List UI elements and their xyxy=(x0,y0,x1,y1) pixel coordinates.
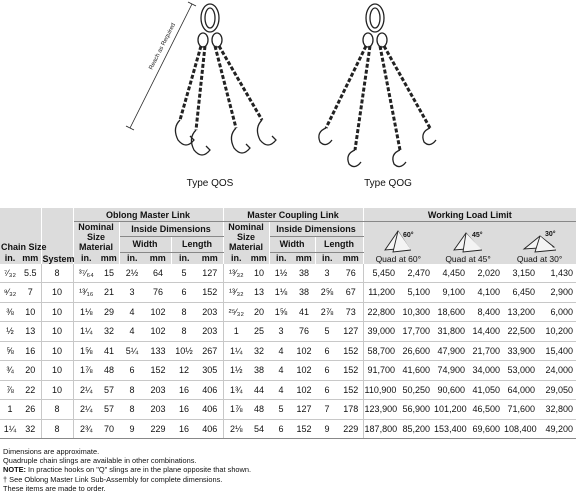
cell-coupling-material-mm: 54 xyxy=(249,419,269,439)
cell-oblong-length-mm: 267 xyxy=(197,341,223,361)
cell-chain-in: ¾ xyxy=(0,361,20,381)
unit-mm: mm xyxy=(99,252,119,264)
cell-wll-45-kg: 2,020 xyxy=(468,264,503,283)
unit-mm: mm xyxy=(249,252,269,264)
master-coupling-link-header: Master Coupling Link xyxy=(223,208,363,222)
cell-oblong-width-in: 4 xyxy=(119,322,145,342)
table-row xyxy=(0,361,576,381)
cell-wll-30-kg: 32,800 xyxy=(538,400,576,420)
table-body xyxy=(0,264,576,439)
cell-coupling-width-in: 1⅛ xyxy=(269,283,293,303)
cell-oblong-material-in: ¹³⁄₁₆ xyxy=(73,283,99,303)
cell-chain-in: 1¼ xyxy=(0,419,20,439)
quad-60-header xyxy=(363,222,433,264)
unit-in: in. xyxy=(179,253,190,263)
quad-30-header xyxy=(503,222,576,264)
cell-coupling-length-in: 2⅞ xyxy=(315,302,339,322)
cell-oblong-length-in: 12 xyxy=(171,361,197,381)
quad-30-sling-icon xyxy=(523,228,557,254)
cell-coupling-width-in: 1½ xyxy=(269,264,293,283)
cell-wll-60-kg: 10,300 xyxy=(398,302,433,322)
cell-chain-mm: 16 xyxy=(20,341,41,361)
cell-oblong-width-in: 2½ xyxy=(119,264,145,283)
table-row xyxy=(0,264,576,283)
cell-oblong-length-in: 16 xyxy=(171,400,197,420)
cell-oblong-width-in: 8 xyxy=(119,400,145,420)
unit-in: in. xyxy=(322,253,333,263)
table-row xyxy=(0,302,576,322)
cell-wll-30-kg: 24,000 xyxy=(538,361,576,381)
cell-wll-60-lb: 11,200 xyxy=(363,283,398,303)
cell-oblong-length-in: 5 xyxy=(171,264,197,283)
cell-oblong-width-in: 4 xyxy=(119,302,145,322)
unit-mm: mm xyxy=(197,252,223,264)
cell-coupling-length-in: 5 xyxy=(315,322,339,342)
note-text: In practice hooks on "Q" slings are in the plane opposite that shown. xyxy=(26,465,252,475)
cell-system: 10 xyxy=(41,322,73,342)
qos-sling-illustration xyxy=(110,0,290,200)
cell-oblong-width-mm: 203 xyxy=(145,380,171,400)
cell-chain-in: ⅝ xyxy=(0,341,20,361)
cell-oblong-material-in: 2¼ xyxy=(73,380,99,400)
unit-in: in. xyxy=(127,253,138,263)
cell-coupling-material-mm: 20 xyxy=(249,302,269,322)
cell-coupling-material-in: 1¼ xyxy=(223,341,249,361)
cell-oblong-width-mm: 229 xyxy=(145,419,171,439)
quad-45-label: Quad at 45° xyxy=(445,253,491,264)
cell-wll-30-kg: 2,900 xyxy=(538,283,576,303)
cell-wll-60-lb: 187,800 xyxy=(363,419,398,439)
cell-chain-in: ⁷⁄₃₂ xyxy=(0,264,20,283)
quad-45-sling-icon xyxy=(451,228,485,254)
cell-coupling-width-mm: 41 xyxy=(293,302,315,322)
cell-oblong-material-mm: 29 xyxy=(99,302,119,322)
cell-chain-in: ½ xyxy=(0,322,20,342)
cell-wll-60-lb: 123,900 xyxy=(363,400,398,420)
cell-oblong-width-mm: 64 xyxy=(145,264,171,283)
cell-wll-30-lb: 6,450 xyxy=(503,283,538,303)
cell-wll-60-lb: 110,900 xyxy=(363,380,398,400)
table-row xyxy=(0,419,576,439)
specification-table xyxy=(0,208,577,439)
cell-wll-45-kg: 14,400 xyxy=(468,322,503,342)
cell-system: 10 xyxy=(41,302,73,322)
cell-coupling-material-in: 1¾ xyxy=(223,380,249,400)
system-header: System xyxy=(41,208,73,264)
unit-mm: mm xyxy=(339,252,363,264)
cell-chain-mm: 5.5 xyxy=(20,264,41,283)
cell-coupling-length-in: 9 xyxy=(315,419,339,439)
cell-oblong-width-in: 6 xyxy=(119,361,145,381)
footnote-dimensions: Dimensions are approximate. xyxy=(3,447,100,456)
cell-oblong-length-mm: 406 xyxy=(197,419,223,439)
cell-oblong-length-mm: 203 xyxy=(197,322,223,342)
table-row xyxy=(0,341,576,361)
qog-sling-illustration xyxy=(300,0,450,200)
cell-wll-30-lb: 53,000 xyxy=(503,361,538,381)
cell-wll-30-lb: 33,900 xyxy=(503,341,538,361)
cell-coupling-width-mm: 76 xyxy=(293,322,315,342)
table-row xyxy=(0,283,576,303)
unit-mm: mm xyxy=(145,252,171,264)
cell-wll-45-kg: 46,500 xyxy=(468,400,503,420)
cell-oblong-length-mm: 203 xyxy=(197,302,223,322)
cell-wll-60-kg: 50,250 xyxy=(398,380,433,400)
cell-oblong-width-mm: 133 xyxy=(145,341,171,361)
cell-wll-30-kg: 10,200 xyxy=(538,322,576,342)
cell-coupling-material-mm: 48 xyxy=(249,400,269,420)
cell-coupling-material-in: ¹³⁄₃₂ xyxy=(223,264,249,283)
cell-coupling-width-mm: 152 xyxy=(293,419,315,439)
cell-wll-60-kg: 5,100 xyxy=(398,283,433,303)
cell-oblong-width-in: 8 xyxy=(119,380,145,400)
coupling-nominal-size-material-header: Nominal Size Material xyxy=(223,222,269,253)
cell-coupling-width-in: 4 xyxy=(269,380,293,400)
oblong-master-link-header: Oblong Master Link xyxy=(73,208,223,222)
cell-coupling-length-mm: 152 xyxy=(339,361,363,381)
cell-coupling-width-in: 4 xyxy=(269,341,293,361)
cell-system: 10 xyxy=(41,341,73,361)
cell-coupling-length-in: 3 xyxy=(315,264,339,283)
cell-wll-30-lb: 64,000 xyxy=(503,380,538,400)
cell-coupling-width-in: 5 xyxy=(269,400,293,420)
cell-coupling-length-mm: 152 xyxy=(339,341,363,361)
unit-mm: mm xyxy=(293,252,315,264)
cell-oblong-length-in: 16 xyxy=(171,380,197,400)
cell-chain-mm: 22 xyxy=(20,380,41,400)
footnote-oblong-link: † See Oblong Master Link Sub-Assembly for complete dimensions. xyxy=(3,474,223,484)
cell-oblong-material-in: 1¼ xyxy=(73,322,99,342)
cell-coupling-material-in: ²⁵⁄₃₂ xyxy=(223,302,249,322)
cell-coupling-length-mm: 229 xyxy=(339,419,363,439)
unit-in: in. xyxy=(231,252,242,263)
cell-coupling-length-in: 6 xyxy=(315,361,339,381)
cell-oblong-material-mm: 32 xyxy=(99,322,119,342)
table-row xyxy=(0,322,576,342)
cell-wll-45-kg: 69,600 xyxy=(468,419,503,439)
cell-coupling-width-mm: 102 xyxy=(293,380,315,400)
cell-wll-45-lb: 153,400 xyxy=(433,419,468,439)
cell-chain-in: 1 xyxy=(0,400,20,420)
cell-oblong-material-mm: 57 xyxy=(99,400,119,420)
cell-system: 8 xyxy=(41,264,73,283)
cell-coupling-width-in: 4 xyxy=(269,361,293,381)
cell-coupling-material-in: 1⅞ xyxy=(223,400,249,420)
note-label: NOTE: xyxy=(3,465,26,475)
cell-oblong-material-mm: 15 xyxy=(99,264,119,283)
quad-60-label: Quad at 60° xyxy=(375,253,422,264)
cell-coupling-length-mm: 127 xyxy=(339,322,363,342)
cell-wll-30-lb: 22,500 xyxy=(503,322,538,342)
cell-oblong-material-in: ³⁷⁄₆₄ xyxy=(73,264,99,283)
cell-system: 10 xyxy=(41,380,73,400)
cell-wll-45-kg: 21,700 xyxy=(468,341,503,361)
cell-oblong-length-in: 8 xyxy=(171,322,197,342)
table-header xyxy=(0,208,576,264)
cell-wll-60-lb: 39,000 xyxy=(363,322,398,342)
cell-oblong-width-in: 5¼ xyxy=(119,341,145,361)
cell-coupling-material-mm: 13 xyxy=(249,283,269,303)
cell-oblong-material-in: 1⅝ xyxy=(73,341,99,361)
cell-oblong-width-mm: 102 xyxy=(145,322,171,342)
cell-coupling-material-in: 1½ xyxy=(223,361,249,381)
cell-oblong-width-in: 3 xyxy=(119,283,145,303)
cell-coupling-length-mm: 152 xyxy=(339,380,363,400)
cell-wll-60-kg: 85,200 xyxy=(398,419,433,439)
quad-45-header xyxy=(433,222,503,264)
unit-in: in. xyxy=(81,252,92,263)
cell-coupling-width-mm: 38 xyxy=(293,264,315,283)
inside-dimensions-header: Inside Dimensions xyxy=(119,222,223,237)
cell-wll-45-kg: 8,400 xyxy=(468,302,503,322)
cell-chain-in: ⅞ xyxy=(0,380,20,400)
quad-60-degree: 60° xyxy=(403,231,414,239)
cell-coupling-material-mm: 44 xyxy=(249,380,269,400)
cell-wll-45-lb: 9,100 xyxy=(433,283,468,303)
cell-wll-45-lb: 18,600 xyxy=(433,302,468,322)
cell-oblong-material-mm: 21 xyxy=(99,283,119,303)
cell-oblong-material-mm: 70 xyxy=(99,419,119,439)
cell-coupling-length-mm: 76 xyxy=(339,264,363,283)
cell-wll-45-kg: 41,050 xyxy=(468,380,503,400)
cell-oblong-length-mm: 406 xyxy=(197,400,223,420)
cell-chain-mm: 20 xyxy=(20,361,41,381)
cell-chain-mm: 32 xyxy=(20,419,41,439)
qos-sling-drawing xyxy=(110,0,290,178)
cell-coupling-material-in: ¹³⁄₃₂ xyxy=(223,283,249,303)
cell-wll-30-lb: 108,400 xyxy=(503,419,538,439)
unit-mm: mm xyxy=(20,252,41,264)
cell-chain-mm: 26 xyxy=(20,400,41,420)
cell-wll-30-kg: 1,430 xyxy=(538,264,576,283)
cell-coupling-width-in: 6 xyxy=(269,419,293,439)
cell-oblong-material-mm: 41 xyxy=(99,341,119,361)
cell-oblong-length-in: 6 xyxy=(171,283,197,303)
cell-oblong-width-mm: 76 xyxy=(145,283,171,303)
cell-wll-30-lb: 3,150 xyxy=(503,264,538,283)
coupling-length-header: Length xyxy=(315,237,363,252)
cell-system: 8 xyxy=(41,400,73,420)
cell-chain-mm: 10 xyxy=(20,302,41,322)
cell-oblong-material-in: 2¼ xyxy=(73,400,99,420)
table-row xyxy=(0,380,576,400)
cell-coupling-width-in: 3 xyxy=(269,322,293,342)
cell-coupling-length-in: 6 xyxy=(315,380,339,400)
qog-sling-drawing xyxy=(300,0,450,178)
cell-wll-30-kg: 15,400 xyxy=(538,341,576,361)
cell-oblong-length-mm: 305 xyxy=(197,361,223,381)
cell-wll-30-kg: 29,050 xyxy=(538,380,576,400)
cell-chain-mm: 7 xyxy=(20,283,41,303)
quad-30-degree: 30° xyxy=(544,230,556,238)
cell-system: 10 xyxy=(41,361,73,381)
cell-coupling-length-in: 2⅝ xyxy=(315,283,339,303)
cell-coupling-length-mm: 67 xyxy=(339,283,363,303)
cell-oblong-width-mm: 203 xyxy=(145,400,171,420)
qos-caption: Type QOS xyxy=(186,178,234,189)
cell-coupling-width-mm: 102 xyxy=(293,361,315,381)
cell-wll-60-lb: 5,450 xyxy=(363,264,398,283)
cell-wll-45-lb: 47,900 xyxy=(433,341,468,361)
cell-chain-in: ⅜ xyxy=(0,302,20,322)
cell-wll-60-kg: 56,900 xyxy=(398,400,433,420)
cell-coupling-width-mm: 38 xyxy=(293,283,315,303)
cell-wll-60-lb: 22,800 xyxy=(363,302,398,322)
cell-oblong-length-mm: 127 xyxy=(197,264,223,283)
cell-coupling-material-in: 2⅛ xyxy=(223,419,249,439)
cell-wll-30-kg: 49,200 xyxy=(538,419,576,439)
cell-coupling-material-mm: 10 xyxy=(249,264,269,283)
quad-30-label: Quad at 30° xyxy=(516,253,563,264)
coupling-width-header: Width xyxy=(269,237,315,252)
cell-oblong-width-mm: 102 xyxy=(145,302,171,322)
cell-wll-30-lb: 71,600 xyxy=(503,400,538,420)
cell-wll-60-kg: 2,470 xyxy=(398,264,433,283)
cell-wll-60-kg: 17,700 xyxy=(398,322,433,342)
cell-wll-45-kg: 34,000 xyxy=(468,361,503,381)
unit-in: in. xyxy=(276,253,287,263)
quad-45-degree: 45° xyxy=(472,231,483,239)
cell-oblong-length-mm: 152 xyxy=(197,283,223,303)
working-load-limit-header: Working Load Limit xyxy=(363,208,576,222)
cell-wll-45-lb: 74,900 xyxy=(433,361,468,381)
coupling-inside-dimensions-header: Inside Dimensions xyxy=(269,222,363,237)
cell-oblong-width-in: 9 xyxy=(119,419,145,439)
unit-in: in. xyxy=(4,252,16,263)
quad-60-sling-icon xyxy=(381,228,415,254)
cell-coupling-material-mm: 38 xyxy=(249,361,269,381)
cell-oblong-material-mm: 48 xyxy=(99,361,119,381)
footnote-hooks xyxy=(3,465,251,474)
cell-oblong-material-in: 1⅞ xyxy=(73,361,99,381)
cell-coupling-width-mm: 102 xyxy=(293,341,315,361)
qog-caption: Type QOG xyxy=(364,178,412,189)
cell-wll-45-lb: 101,200 xyxy=(433,400,468,420)
cell-wll-45-kg: 4,100 xyxy=(468,283,503,303)
cell-coupling-width-in: 1⅝ xyxy=(269,302,293,322)
cell-wll-45-lb: 4,450 xyxy=(433,264,468,283)
cell-coupling-length-mm: 178 xyxy=(339,400,363,420)
cell-wll-30-kg: 6,000 xyxy=(538,302,576,322)
cell-oblong-length-mm: 406 xyxy=(197,380,223,400)
cell-chain-in: ⁹⁄₃₂ xyxy=(0,283,20,303)
nominal-size-material-header: Nominal Size Material xyxy=(73,222,119,253)
cell-coupling-material-in: 1 xyxy=(223,322,249,342)
cell-wll-45-lb: 90,600 xyxy=(433,380,468,400)
cell-coupling-length-in: 6 xyxy=(315,341,339,361)
width-header: Width xyxy=(119,237,171,252)
cell-system: 8 xyxy=(41,419,73,439)
cell-oblong-length-in: 10½ xyxy=(171,341,197,361)
cell-coupling-material-mm: 32 xyxy=(249,341,269,361)
cell-coupling-material-mm: 25 xyxy=(249,322,269,342)
cell-coupling-length-in: 7 xyxy=(315,400,339,420)
footnotes xyxy=(3,447,251,493)
cell-coupling-width-mm: 127 xyxy=(293,400,315,420)
cell-oblong-material-in: 2¾ xyxy=(73,419,99,439)
cell-coupling-length-mm: 73 xyxy=(339,302,363,322)
length-header: Length xyxy=(171,237,223,252)
cell-oblong-length-in: 16 xyxy=(171,419,197,439)
cell-wll-60-lb: 91,700 xyxy=(363,361,398,381)
cell-oblong-material-in: 1⅛ xyxy=(73,302,99,322)
cell-oblong-width-mm: 152 xyxy=(145,361,171,381)
reach-label: Reach as Required xyxy=(148,22,178,71)
cell-wll-45-lb: 31,800 xyxy=(433,322,468,342)
cell-wll-60-kg: 26,600 xyxy=(398,341,433,361)
cell-system: 10 xyxy=(41,283,73,303)
cell-oblong-length-in: 8 xyxy=(171,302,197,322)
cell-wll-60-lb: 58,700 xyxy=(363,341,398,361)
chain-size-header: Chain Size xyxy=(0,208,41,252)
footnote-combinations: Quadruple chain slings are available in other combinations. xyxy=(3,456,197,466)
cell-wll-30-lb: 13,200 xyxy=(503,302,538,322)
cell-wll-60-kg: 41,600 xyxy=(398,361,433,381)
table-row xyxy=(0,400,576,420)
footnote-made-to-order: These items are made to order. xyxy=(3,483,106,493)
cell-oblong-material-mm: 57 xyxy=(99,380,119,400)
cell-chain-mm: 13 xyxy=(20,322,41,342)
